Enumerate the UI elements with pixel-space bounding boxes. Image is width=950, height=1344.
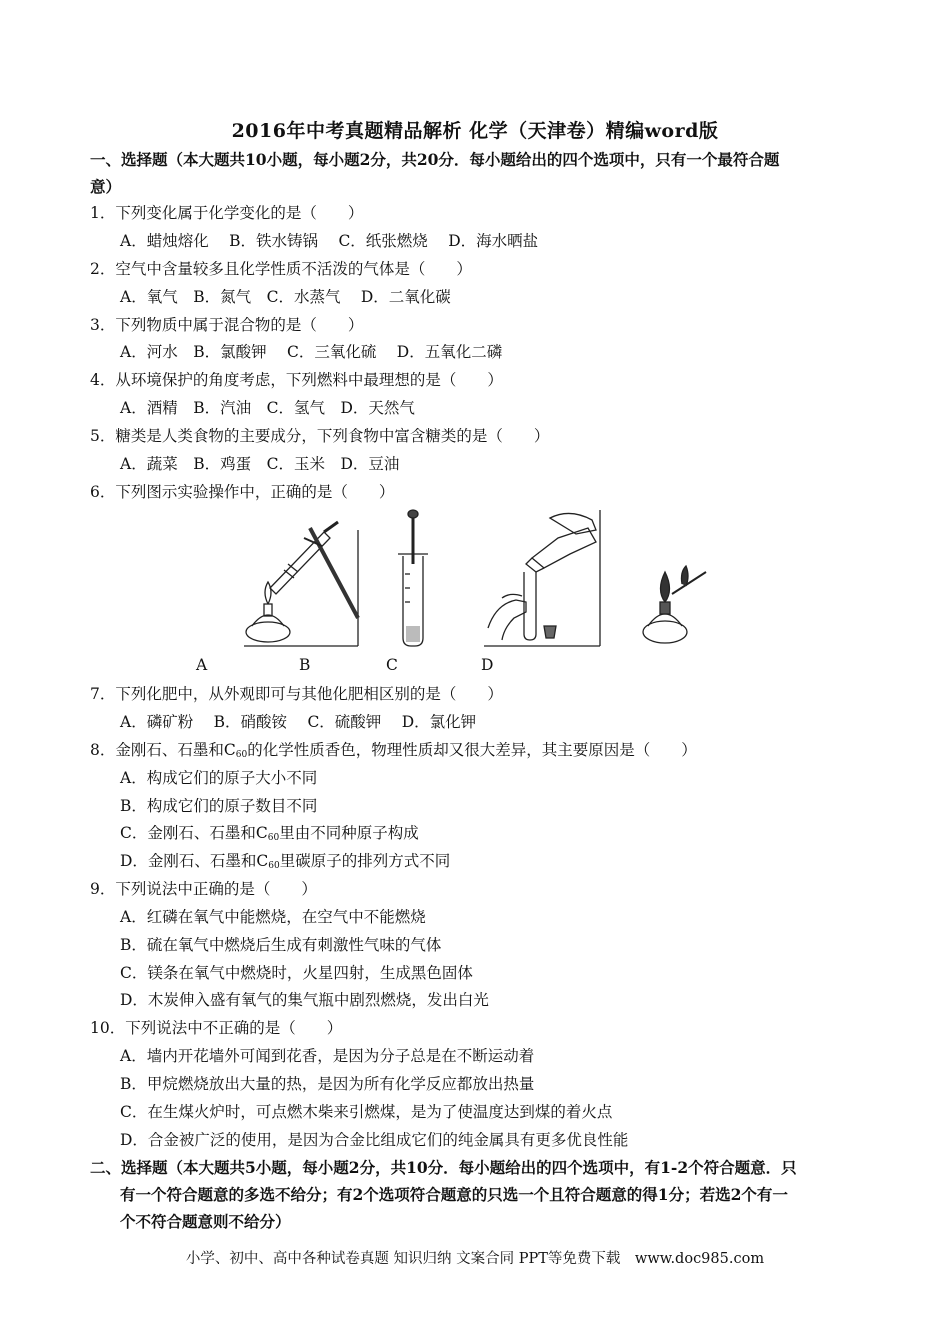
- section2-heading-line1: 二、选择题（本大题共5小题，每小题2分，共10分．每小题给出的四个选项中，有1-2个符合题意．只: [90, 1158, 797, 1177]
- question-10-option-a: A．墙内开花墙外可闻到花香，是因为分子总是在不断运动着: [120, 1047, 535, 1065]
- question-8-option-d: D．金刚石、石墨和$C_{60}$里碳原子的排列方式不同: [120, 852, 451, 871]
- section2-heading-line3: 个不符合题意则不给分）: [120, 1212, 291, 1231]
- question-8-option-a: A．构成它们的原子大小不同: [120, 769, 318, 787]
- question-8-option-b: B．构成它们的原子数目不同: [120, 797, 318, 815]
- question-4-stem: 4．从环境保护的角度考虑，下列燃料中最理想的是（ ）: [90, 371, 503, 389]
- question-9-option-c: C．镁条在氧气中燃烧时，火星四射，生成黑色固体: [120, 964, 473, 982]
- figure-a-test-tube-heating: [244, 522, 358, 646]
- question-9-stem: 9．下列说法中正确的是（ ）: [90, 880, 317, 898]
- section2-heading-line2: 有一个符合题意的多选不给分；有2个选项符合题意的只选一个且符合题意的得1分；若选2个有一: [120, 1185, 788, 1204]
- question-10-option-b: B．甲烷燃烧放出大量的热，是因为所有化学反应都放出热量: [120, 1075, 535, 1093]
- question-10-option-c: C．在生煤火炉时，可点燃木柴来引燃煤，是为了使温度达到煤的着火点: [120, 1103, 613, 1121]
- figure-label-a: A: [196, 656, 208, 674]
- question-5-stem: 5．糖类是人类食物的主要成分，下列食物中富含糖类的是（ ）: [90, 427, 550, 445]
- figure-label-d: D: [481, 656, 494, 674]
- question-5-options: A．蔬菜 B．鸡蛋 C．玉米 D．豆油: [120, 455, 400, 473]
- question-8-option-c: C．金刚石、石墨和$C_{60}$里由不同种原子构成: [120, 824, 419, 843]
- question-4-options: A．酒精 B．汽油 C．氢气 D．天然气: [120, 399, 415, 417]
- figure-d-lighting-alcohol-lamp: [643, 566, 706, 643]
- figure-label-b: B: [299, 656, 311, 674]
- question-10-option-d: D．合金被广泛的使用，是因为合金比组成它们的纯金属具有更多优良性能: [120, 1131, 629, 1149]
- question-9-option-b: B．硫在氧气中燃烧后生成有刺激性气味的气体: [120, 936, 442, 954]
- page-footer: 小学、初中、高中各种试卷真题 知识归纳 文案合同 PPT等免费下载 www.doc985.com: [185, 1251, 765, 1267]
- question-3-stem: 3．下列物质中属于混合物的是（ ）: [90, 316, 364, 334]
- page-title: 2016年中考真题精品解析 化学（天津卷）精编word版: [231, 120, 719, 142]
- figure-b-graduated-cylinder: [398, 510, 428, 646]
- question-7-options: A．磷矿粉 B．硝酸铵 C．硫酸钾 D．氯化钾: [120, 713, 477, 731]
- question-2-options: A．氧气 B．氮气 C．水蒸气 D．二氧化碳: [120, 288, 451, 306]
- question-6-stem: 6．下列图示实验操作中，正确的是（ ）: [90, 483, 395, 501]
- section1-heading-line2: 意）: [90, 177, 122, 196]
- question-10-stem: 10．下列说法中不正确的是（ ）: [90, 1019, 343, 1037]
- question-2-stem: 2．空气中含量较多且化学性质不活泼的气体是（ ）: [90, 260, 472, 278]
- question-1-stem: 1．下列变化属于化学变化的是（ ）: [90, 204, 364, 222]
- question-3-options: A．河水 B．氯酸钾 C．三氧化硫 D．五氧化二磷: [120, 343, 503, 361]
- lab-operation-figures: [240, 508, 710, 650]
- section1-heading-line1: 一、选择题（本大题共10小题，每小题2分，共20分．每小题给出的四个选项中，只有一个最符合题: [90, 150, 780, 169]
- question-9-option-d: D．木炭伸入盛有氧气的集气瓶中剧烈燃烧，发出白光: [120, 991, 489, 1009]
- figure-label-c: C: [386, 656, 398, 674]
- question-1-options: A．蜡烛熔化 B．铁水铸锅 C．纸张燃烧 D．海水晒盐: [120, 232, 539, 250]
- question-9-option-a: A．红磷在氧气中能燃烧，在空气中不能燃烧: [120, 908, 426, 926]
- question-8-stem: 8．金刚石、石墨和$C_{60}$的化学性质香色，物理性质却又很大差异，其主要原因是（ ）: [90, 741, 697, 760]
- figure-c-pouring-liquid: [484, 510, 600, 646]
- question-7-stem: 7．下列化肥中，从外观即可与其他化肥相区别的是（ ）: [90, 685, 503, 703]
